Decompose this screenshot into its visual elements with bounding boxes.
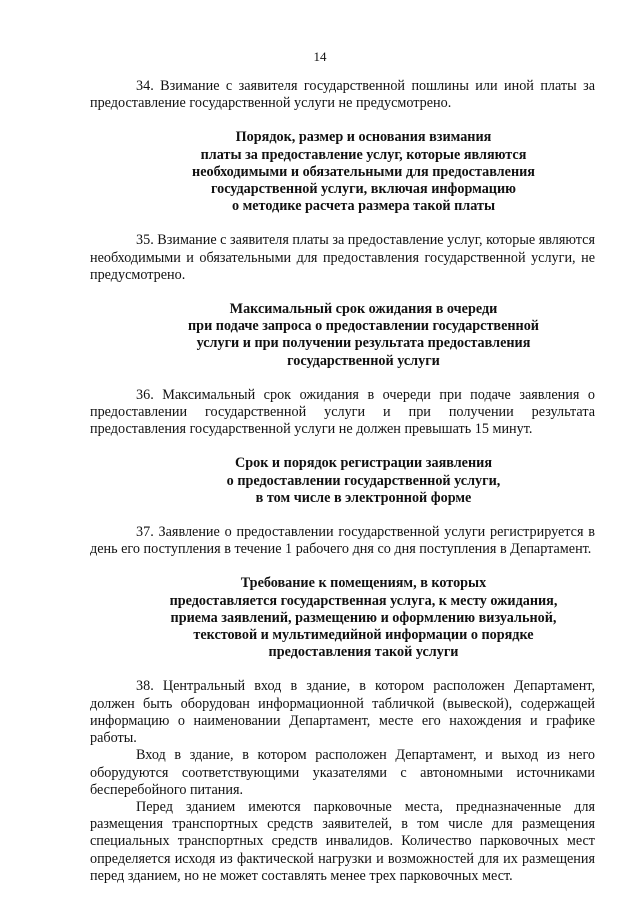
heading-line: при подаче запроса о предоставлении государственной — [188, 318, 539, 335]
heading-line: платы за предоставление услуг, которые являются — [200, 146, 527, 163]
heading-line: о предоставлении государственной услуги, — [226, 472, 501, 489]
paragraph-36: 36. Максимальный срок ожидания в очереди при подаче заявления о предоставлении государственной услуги и при получении результата предоставления государственной услуги не должен превышать 15 минут. — [90, 386, 595, 438]
heading-line: в том числе в электронной форме — [255, 489, 472, 506]
paragraph-38-entrance: 38. Центральный вход в здание, в котором расположен Департамент, должен быть оборудован информационной табличкой (вывеской), содержащей информацию о наименовании Департамент, месте его нахождения и графике работы. — [90, 678, 595, 747]
heading-line: Максимальный срок ожидания в очереди — [229, 301, 498, 318]
heading-line: предоставляется государственная услуга, к месту ожидания, — [169, 592, 558, 609]
heading-line: государственной услуги — [287, 352, 440, 369]
paragraph-38-parking: Перед зданием имеются парковочные места, предназначенные для размещения транспортных средств заявителей, в том числе для размещения специальных транспортных средств инвалидов. Количество парковочных мест определяется исходя из фактической нагрузки и возможностей для их размещения перед зданием, но не может составлять менее трех парковочных мест. — [90, 798, 595, 884]
heading-line: услуги и при получении результата предоставления — [196, 335, 531, 352]
heading-line: текстовой и мультимедийной информации о порядке — [193, 627, 534, 644]
heading-fees-for-services — [90, 129, 595, 215]
heading-registration — [90, 455, 595, 507]
heading-premises-requirements — [90, 575, 595, 661]
heading-line: приема заявлений, размещению и оформлению визуальной, — [170, 609, 557, 626]
heading-waiting-time — [90, 301, 595, 370]
heading-line: государственной услуги, включая информацию — [211, 181, 516, 198]
page-number: 14 — [313, 49, 327, 64]
paragraph-38-signage: Вход в здание, в котором расположен Департамент, и выход из него оборудуются соответствующими указателями с автономными источниками бесперебойного питания. — [90, 747, 595, 798]
paragraph-37: 37. Заявление о предоставлении государственной услуги регистрируется в день его поступления в течение 1 рабочего дня со дня поступления в Департамент. — [90, 524, 595, 558]
paragraph-34: 34. Взимание с заявителя государственной пошлины или иной платы за предоставление государственной услуги не предусмотрено. — [90, 78, 595, 112]
heading-line: о методике расчета размера такой платы — [231, 198, 496, 215]
heading-line: Требование к помещениям, в которых — [240, 575, 487, 592]
page-content — [90, 78, 595, 885]
heading-line: предоставления такой услуги — [268, 644, 459, 661]
paragraph-35: 35. Взимание с заявителя платы за предоставление услуг, которые являются необходимыми и обязательными для предоставления государственной услуги, не предусмотрено. — [90, 232, 595, 283]
heading-line: необходимыми и обязательными для предоставления — [192, 163, 535, 180]
heading-line: Порядок, размер и основания взимания — [235, 129, 492, 146]
heading-line: Срок и порядок регистрации заявления — [234, 455, 493, 472]
